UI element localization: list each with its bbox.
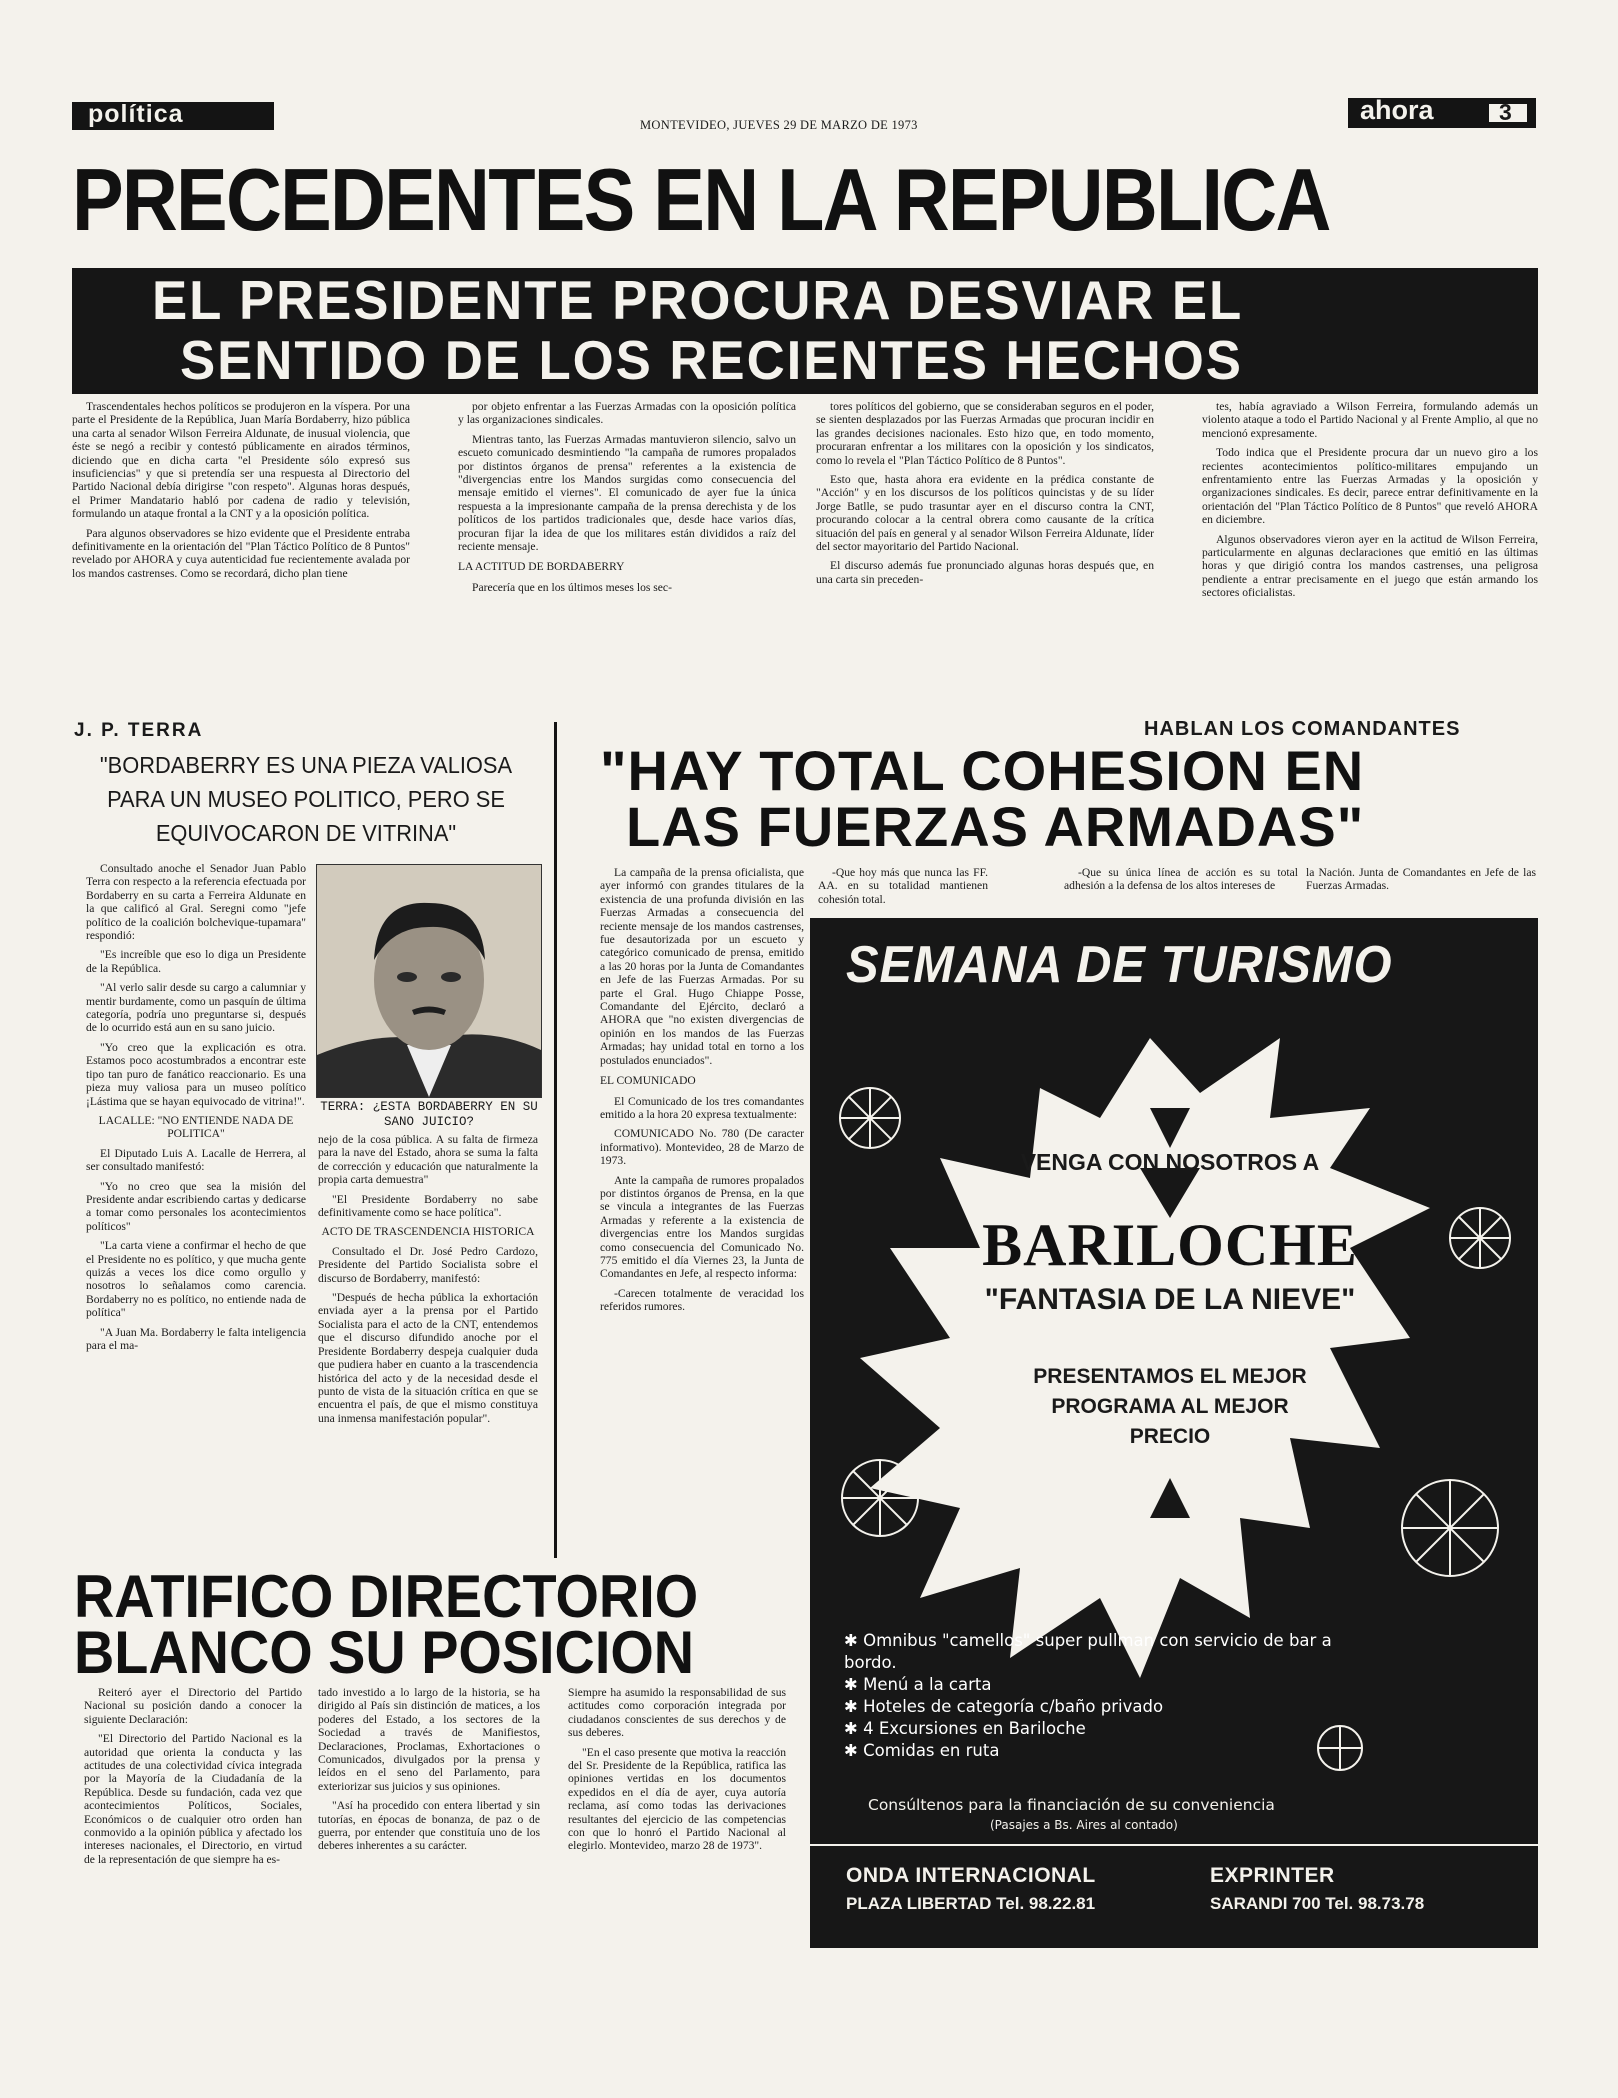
ad-title: SEMANA DE TURISMO bbox=[846, 936, 1393, 994]
tourism-ad bbox=[810, 918, 1538, 1948]
paragraph: Todo indica que el Presidente procura dar un nuevo giro a los recientes acontecimientos político-militares empujando un enfrentamiento entre las Fuerzas Armadas y la oposición y organizaciones sindicales. Es decir, parece entrar definitivamente en la orientación del "Plan Táctico Político de 8 Puntos" que reveló AHORA en diciembre. bbox=[1202, 446, 1538, 527]
paragraph: "La carta viene a confirmar el hecho de que el Presidente no es político, y que mucha gente quizás a veces los dice como orgullo y nosotros lo señalamos como carencia. Bordaberry no es político, no entiende nada de política" bbox=[86, 1239, 306, 1320]
main-headline: PRECEDENTES EN LA REPUBLICA bbox=[72, 150, 1330, 249]
section-label: política bbox=[88, 100, 184, 128]
comandantes-col-1 bbox=[600, 866, 804, 1320]
subheading: LA ACTITUD DE BORDABERRY bbox=[458, 561, 625, 574]
paragraph: Siempre ha asumido la responsabilidad de sus actitudes como corporación integrada por ciudadanos conscientes de sus derechos y de sus deberes. bbox=[568, 1686, 786, 1740]
main-article-col-3 bbox=[816, 400, 1154, 592]
paragraph: -Carecen totalmente de veracidad los referidos rumores. bbox=[600, 1286, 804, 1314]
paragraph: Esto que, hasta ahora era evidente en la prédica constante de "Acción" y en los discursos de los políticos quincistas y de su líder Jorge Batlle, se pudo trasuntar ayer en el discurso contra la CNT, procurando colocar a la central obrera como causante de la crítica situación del país en general y al senador Wilson Ferreira Aldunate, líder del sector mayoritario del Partido Nacional. bbox=[816, 473, 1154, 554]
paragraph: Para algunos observadores se hizo evidente que el Presidente entraba definitivamente en la orientación del "Plan Táctico Político de 8 Puntos" revelado por AHORA y cuya autenticidad fue recientemente avalada por los mandos castrenses. Como se recordará, dicho plan tiene bbox=[72, 526, 410, 580]
terra-col-2 bbox=[318, 1133, 538, 1431]
ad-divider bbox=[810, 1844, 1538, 1846]
agency-2-name: EXPRINTER bbox=[1210, 1864, 1335, 1887]
feature-item: ✱ 4 Excursiones en Bariloche bbox=[844, 1718, 1364, 1740]
comandantes-kicker: HABLAN LOS COMANDANTES bbox=[1144, 718, 1461, 740]
column-rule bbox=[554, 722, 557, 1558]
ad-destination: BARILOCHE bbox=[982, 1212, 1358, 1278]
banner-line-2: SENTIDO DE LOS RECIENTES HECHOS bbox=[180, 329, 1243, 391]
paragraph: -Que su única línea de acción es su total adhesión a la defensa de los altos intereses de bbox=[1064, 866, 1298, 893]
paragraph: "Al verlo salir desde su cargo a calumniar y mentir burdamente, como un pasquín de última categoría, podría uno preguntarse si, después de lo ocurrido está aun en su sano juicio. bbox=[86, 981, 306, 1035]
paragraph: Reiteró ayer el Directorio del Partido Nacional su posición dando a conocer la siguiente Declaración: bbox=[84, 1686, 302, 1726]
ad-finance: Consúltenos para la financiación de su conveniencia bbox=[868, 1796, 1275, 1814]
comandantes-col-3 bbox=[1064, 866, 1298, 899]
paragraph: la Nación. Junta de Comandantes en Jefe de las Fuerzas Armadas. bbox=[1306, 866, 1536, 893]
paragraph: tes, había agraviado a Wilson Ferreira, formulando además un violento ataque a todo el Partido Nacional y al Frente Amplio, al que no mencionó expresamente. bbox=[1202, 400, 1538, 440]
dateline: MONTEVIDEO, JUEVES 29 DE MARZO DE 1973 bbox=[640, 118, 918, 132]
directorio-col-2 bbox=[318, 1686, 540, 1859]
paragraph: Consultado anoche el Senador Juan Pablo Terra con respecto a la referencia efectuada por Bordaberry en su carta a Ferreira Aldunate en la que calificó al Gral. Seregni como "jefe político de la coalición bolchevique-tupamara" respondió: bbox=[86, 862, 306, 943]
paragraph: La campaña de la prensa oficialista, que ayer informó con grandes titulares de la existencia de una profunda división en las Fuerzas Armadas a consecuencia del reciente mensaje de los mandos castrenses, fue desautorizada por un escueto y categórico comunicado de prensa, emitido a las 20 horas por la Junta de Comandantes en Jefe de las Fuerzas Armadas. Por su parte el Gral. Hugo Chiappe Posse, Comandante del Ejército, declaró a AHORA que "no existen divergencias de opinión en los mandos de las Fuerzas Armadas; hay unidad total en torno a los postulados enunciados". bbox=[600, 866, 804, 1067]
main-article-col-1 bbox=[72, 400, 410, 586]
paragraph: El discurso además fue pronunciado algunas horas después que, en una carta sin preceden- bbox=[816, 559, 1154, 586]
comandantes-col-4 bbox=[1306, 866, 1536, 899]
ad-tagline: "FANTASIA DE LA NIEVE" bbox=[984, 1283, 1356, 1316]
comandantes-headline-2: LAS FUERZAS ARMADAS" bbox=[626, 795, 1365, 858]
paragraph: por objeto enfrentar a las Fuerzas Armadas con la oposición política y las organizaciones sindicales. bbox=[458, 400, 796, 427]
agency-1-address: PLAZA LIBERTAD Tel. 98.22.81 bbox=[846, 1894, 1096, 1913]
agency-1-name: ONDA INTERNACIONAL bbox=[846, 1864, 1096, 1887]
paragraph: "Así ha procedido con entera libertad y sin tutorías, en épocas de bonanza, de paz o de guerra, por entender que constituía uno de los deberes inherentes a su carácter. bbox=[318, 1799, 540, 1853]
paragraph: tores políticos del gobierno, que se consideraban seguros en el poder, se sienten desplazados por las Fuerzas Armadas que procuran incidir en las grandes decisiones nacionales. Esto hizo que, en todo momento, procuraran enfrentar a los militares con la oposición y los sindicatos, como lo revela el "Plan Táctico Político de 8 Puntos". bbox=[816, 400, 1154, 467]
feature-item: ✱ Omnibus "camellos" super pullman con servicio de bar a bordo. bbox=[844, 1630, 1364, 1674]
comandantes-col-2 bbox=[818, 866, 988, 912]
terra-byline: J. P. TERRA bbox=[74, 720, 204, 741]
terra-col-1 bbox=[86, 862, 306, 1358]
directorio-headline-2: BLANCO SU POSICION bbox=[74, 1619, 695, 1686]
paragraph: Algunos observadores vieron ayer en la actitud de Wilson Ferreira, particularmente en algunas declaraciones que emitió en las últimas horas y que dirigió contra los mandos castrenses, una peligrosa pendiente a entrar precisamente en el juego que están armando los sectores oficialistas. bbox=[1202, 532, 1538, 600]
subheading: LACALLE: "NO ENTIENDE NADA DE POLITICA" bbox=[98, 1113, 294, 1141]
paragraph: "A Juan Ma. Bordaberry le falta inteligencia para el ma- bbox=[86, 1325, 306, 1352]
terra-photo-caption: TERRA: ¿ESTA BORDABERRY EN SU SANO JUICIO? bbox=[320, 1100, 538, 1129]
paragraph: El Comunicado de los tres comandantes emitido a la hora 20 expresa textualmente: bbox=[600, 1094, 804, 1121]
ad-venga: VENGA CON NOSOTROS A bbox=[1020, 1149, 1320, 1175]
agency-2-address: SARANDI 700 Tel. 98.73.78 bbox=[1210, 1894, 1425, 1913]
terra-headline: "BORDABERRY ES UNA PIEZA VALIOSA PARA UN MUSEO POLITICO, PERO SE EQUIVOCARON DE VITRINA" bbox=[99, 752, 513, 846]
paragraph: Trascendentales hechos políticos se produjeron en la víspera. Por una parte el Presidente de la República, Juan María Bordaberry, hizo pública una carta al senador Wilson Ferreira Aldunate, de inusual violencia, que éste se negó a recibir y contestó públicamente en airados términos, diciendo que en dicha carta "el Presidente sólo expresó sus insuficiencias" y que si pretendía ser una respuesta al Directorio del Partido Nacional debía dirigirse "con respeto". Algunas horas después, el Primer Mandatario habló por cadena de radio y televisión, formulando un ataque frontal a la CNT y a la oposición política. bbox=[72, 400, 410, 521]
paragraph: Consultado el Dr. José Pedro Cardozo, Presidente del Partido Socialista sobre el discurso de Bordaberry, manifestó: bbox=[318, 1244, 538, 1285]
main-article-col-2 bbox=[458, 400, 796, 600]
comandantes-headline-1: "HAY TOTAL COHESION EN bbox=[600, 739, 1365, 802]
terra-portrait bbox=[316, 864, 542, 1098]
ad-finance-note: (Pasajes a Bs. Aires al contado) bbox=[990, 1818, 1178, 1832]
ad-offer: PRESENTAMOS EL MEJOR PROGRAMA AL MEJOR PRECIO bbox=[1033, 1365, 1307, 1448]
paragraph: "El Directorio del Partido Nacional es la autoridad que orienta la conducta y las actitudes de una colectividad cívica integrada por la Mayoría de la Ciudadanía de la República. Desde su fundación, cada vez que acontecimientos Políticos, Sociales, Económicos o de cualquier otro orden han conmovido a la opinión pública y afectado los intereses nacionales, el Directorio, en virtud de la representación de que siempre ha es- bbox=[84, 1732, 302, 1866]
feature-item: ✱ Comidas en ruta bbox=[844, 1740, 1364, 1762]
ad-features bbox=[844, 1630, 1364, 1762]
main-article-col-4 bbox=[1202, 400, 1538, 606]
paragraph: El Diputado Luis A. Lacalle de Herrera, al ser consultado manifestó: bbox=[86, 1146, 306, 1174]
paragraph: "Después de hecha pública la exhortación enviada ayer a la prensa por el Partido Socialista para el acto de la CNT, entendemos que el discurso difundido anoche por el Presidente Bordaberry despeja cualquier duda que pudiera haber en cuanto a la trascendencia histórica del acto y de la necesidad desde el punto de vista de la situación crítica en que se encuentra el país, de que el mismo constituya una inmensa manifestación popular". bbox=[318, 1291, 538, 1425]
paragraph: COMUNICADO No. 780 (De caracter informativo). Montevideo, 28 de Marzo de 1973. bbox=[600, 1127, 804, 1168]
directorio-col-3 bbox=[568, 1686, 786, 1859]
page-number: 3 bbox=[1499, 99, 1512, 125]
paragraph: "Es increíble que eso lo diga un Presidente de la República. bbox=[86, 948, 306, 975]
directorio-col-1 bbox=[84, 1686, 302, 1872]
paragraph: -Que hoy más que nunca las FF. AA. en su totalidad mantienen cohesión total. bbox=[818, 866, 988, 906]
paragraph: Parecería que en los últimos meses los sec- bbox=[472, 580, 672, 594]
paragraph: tado investido a lo largo de la historia, se ha dirigido al País sin distinción de matices, a los poderes del Estado, a los sectores de la Sociedad a través de Manifiestos, Declaraciones, Proclamas, Exhortaciones o Comunicados, divulgados por la prensa y leídos en el seno del Parlamento, para exteriorizar sus juicios y sus opiniones. bbox=[318, 1686, 540, 1793]
paragraph: nejo de la cosa pública. A su falta de firmeza para la nave del Estado, ahora se suma la falta de corrección y educación que naturalmente la propia carta demuestra" bbox=[318, 1133, 538, 1187]
paragraph: "Yo creo que la explicación es otra. Estamos poco acostumbrados a encontrar este tipo tan puro de fanático reaccionario. Es una pieza muy valiosa para un museo político ¡Lástima que se hayan equivocado de vitrina!". bbox=[86, 1040, 306, 1108]
subheading: EL COMUNICADO bbox=[600, 1075, 696, 1088]
paragraph: Ante la campaña de rumores propalados por distintos órganos de Prensa, en la que se vincula a integrantes de las Fuerzas Armadas y referente a la existencia de divergencias entre los Mandos surgidas como consecuencia del Comunicado No. 775 emitido el día Viernes 23, la Junta de Comandantes en Jefe, al respecto informa: bbox=[600, 1173, 804, 1281]
paragraph: "Yo no creo que sea la misión del Presidente andar escribiendo cartas y dedicarse a tomar como personales los acontecimientos políticos" bbox=[86, 1179, 306, 1233]
paragraph: "El Presidente Bordaberry no sabe definitivamente como se hace política". bbox=[318, 1192, 538, 1220]
subheading: ACTO DE TRASCENDENCIA HISTORICA bbox=[321, 1225, 535, 1239]
feature-item: ✱ Menú a la carta bbox=[844, 1674, 1364, 1696]
directorio-headline-1: RATIFICO DIRECTORIO bbox=[74, 1563, 699, 1630]
paper-name: ahora bbox=[1360, 95, 1434, 125]
paragraph: "En el caso presente que motiva la reacción del Sr. Presidente de la República, ratifica las opiniones vertidas en los documentos expedidos en el día de ayer, cuya autoría reclama, así como todas las derivaciones resultantes del ejercicio de las competencias con que lo honró el Partido Nacional al elegirlo. Montevideo, marzo 28 de 1973". bbox=[568, 1745, 786, 1853]
feature-item: ✱ Hoteles de categoría c/baño privado bbox=[844, 1696, 1364, 1718]
paragraph: Mientras tanto, las Fuerzas Armadas mantuvieron silencio, salvo un escueto comunicado desmintiendo "la campaña de rumores propalados por distintos órganos de prensa" referentes a la existencia de "divergencias entre los Mandos surgidas como consecuencia del mensaje emitido el viernes". El comunicado de ayer fue la única respuesta a la impresionante campaña de la prensa derechista y de los políticos de los partidos tradicionales que, desde hace varios días, procuran fijar la idea de que los militares están divididos a raíz del reciente mensaje. bbox=[458, 432, 796, 554]
banner-line-1: EL PRESIDENTE PROCURA DESVIAR EL bbox=[152, 269, 1244, 331]
